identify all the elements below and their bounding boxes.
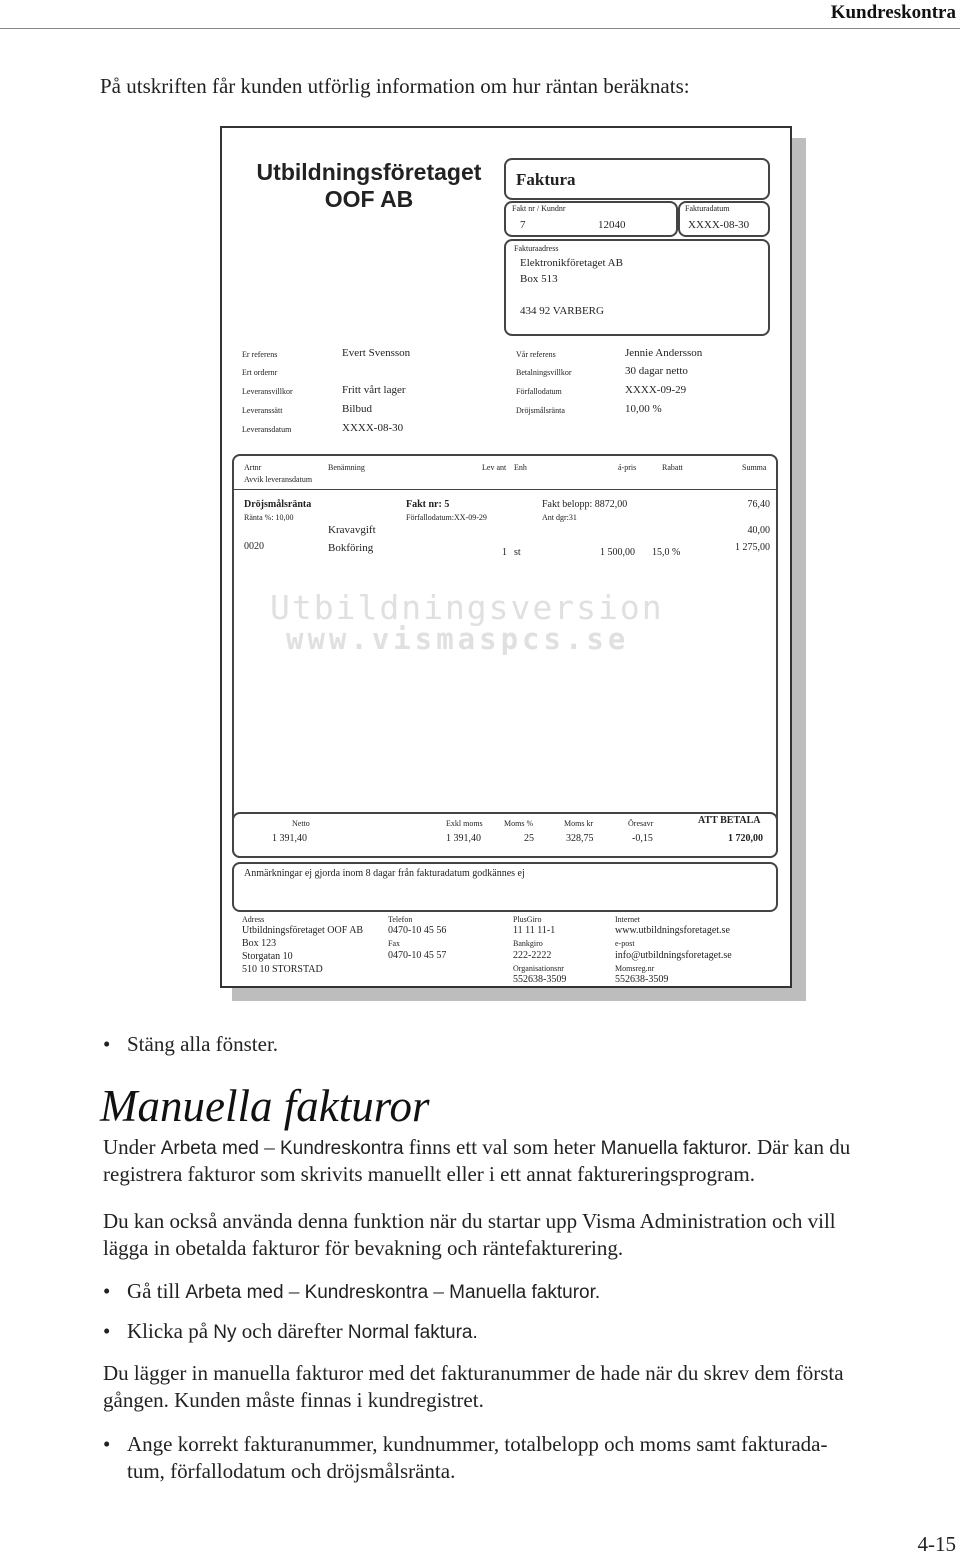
totals-moms-pct: 25 [524,833,534,844]
info-label: Er referens [242,350,278,359]
bullet-goto-menu: Gå till Arbeta med – Kundreskontra – Manuella fakturor. [127,1279,601,1303]
menu-kundreskontra: Kundreskontra [279,1138,404,1159]
paragraph-numbering-line1: Du lägger in manuella fakturor med det fakturanummer de hade när du skrev dem första [103,1361,844,1385]
footer-label: Internet [615,915,640,924]
info-label: Vår referens [516,350,556,359]
info-label: Leveransdatum [242,425,292,434]
row-discount: 15,0 % [652,547,681,558]
info-label: Leveranssätt [242,406,283,415]
footer-address-line: Storgatan 10 [242,951,293,962]
totals-label-oresavr: Öresavr [628,819,654,828]
info-value: Jennie Andersson [625,347,703,359]
address-line: Box 513 [520,273,558,285]
totals-label-moms-kr: Moms kr [564,819,594,828]
remark-box [232,862,778,912]
paragraph-intro-line2: registrera fakturor som skrivits manuellt eller i ett annat faktureringsprogram. [103,1162,755,1186]
interest-ant-dgr: Ant dgr:31 [542,513,577,522]
footer-label: Organisationsnr [513,964,564,973]
footer-orgnr: 552638-3509 [513,974,567,985]
footer-label: Fax [388,939,400,948]
fakturadatum-label: Fakturadatum [685,204,730,213]
footer-label: e-post [615,939,635,948]
footer-plusgiro: 11 11 11-1 [513,925,556,936]
interest-fakt-belopp: Fakt belopp: 8872,00 [542,499,628,510]
row-name: Kravavgift [328,524,376,536]
footer-momsreg: 552638-3509 [615,974,669,985]
paragraph-intro: Under Arbeta med – Kundreskontra finns ett val som heter Manuella fakturor. Där kan du [103,1135,851,1159]
items-box [232,454,778,858]
col-header-enh: Enh [514,463,527,472]
footer-label: Bankgiro [513,939,543,948]
paragraph-usage-line2: lägga in obetalda fakturor för bevakning och räntefakturering. [103,1236,624,1260]
footer-bankgiro: 222-2222 [513,950,552,961]
footer-internet: www.utbildningsforetaget.se [615,925,730,936]
paragraph-usage-line1: Du kan också använda denna funktion när du startar upp Visma Administration och vill [103,1209,836,1233]
info-label: Dröjsmålsränta [516,406,565,415]
section-heading: Manuella fakturor [100,1081,430,1131]
invoice-number-box [504,201,678,237]
menu-manuella-fakturor: Manuella fakturor. [600,1138,752,1159]
footer-label: PlusGiro [513,915,542,924]
doc-title: Faktura [516,170,576,189]
info-value: 10,00 % [625,403,662,415]
col-header-a-pris: á-pris [618,463,637,472]
interest-forfallodatum: Förfallodatum:XX-09-29 [406,513,487,522]
row-artnr: 0020 [244,541,264,552]
footer-telefon: 0470-10 45 56 [388,925,447,936]
totals-label-netto: Netto [292,819,310,828]
footer-address-line: Utbildningsföretaget OOF AB [242,925,364,936]
col-header-avvik: Avvik leveransdatum [244,475,313,484]
bullet-dot: • [103,1032,111,1056]
row-sum: 1 275,00 [735,542,770,553]
intro-text: På utskriften får kunden utförlig information om hur räntan beräknats: [100,74,690,98]
bullet-dot: • [103,1432,111,1456]
totals-exkl-moms: 1 391,40 [446,833,481,844]
section-header: Kundreskontra [830,2,956,23]
interest-ranta: Ränta %: 10,00 [244,513,294,522]
paragraph-numbering-line2: gången. Kunden måste finnas i kundregistret. [103,1388,484,1412]
kund-nr: 12040 [598,219,626,231]
col-header-summa: Summa [742,463,767,472]
bullet-enter-data-line1: Ange korrekt fakturanummer, kundnummer, totalbelopp och moms samt fakturada- [127,1432,828,1456]
bullet-close-windows: Stäng alla fönster. [127,1032,279,1056]
row-price: 1 500,00 [600,547,635,558]
footer-label: Adress [242,915,265,924]
watermark-line2: www.vismaspcs.se [286,622,630,656]
info-value: Evert Svensson [342,347,411,359]
footer-fax: 0470-10 45 57 [388,950,447,961]
page-number: 4-15 [917,1532,956,1556]
totals-label-att-betala: ATT BETALA [698,815,761,826]
totals-moms-kr: 328,75 [566,833,594,844]
row-qty: 1 [502,547,507,558]
totals-oresavr: -0,15 [632,833,653,844]
info-label: Betalningsvillkor [516,368,572,377]
interest-fakt-nr: Fakt nr: 5 [406,499,450,510]
company-name: Utbildningsföretaget OOF AB [256,159,482,212]
totals-att-betala: 1 720,00 [728,833,763,844]
totals-box [232,812,778,858]
info-value: XXXX-08-30 [342,422,404,434]
row-name: Bokföring [328,542,374,554]
row-sum: 40,00 [747,525,770,536]
address-box [504,239,770,336]
table-header-divider [234,489,776,490]
info-value: Bilbud [342,403,372,415]
footer-address-line: Box 123 [242,938,277,949]
info-value: Fritt vårt lager [342,384,406,396]
invoice [220,126,792,988]
remark-text: Anmärkningar ej gjorda inom 8 dagar från fakturadatum godkännes ej [244,868,525,879]
header-divider [0,28,960,29]
fakturadatum: XXXX-08-30 [688,219,750,231]
invoice-date-box [678,201,770,237]
address-line: Elektronikföretaget AB [520,257,623,269]
watermark-line1: Utbildningsversion [270,588,664,627]
footer-label: Telefon [388,915,413,924]
col-header-artnr: Artnr [244,463,262,472]
fakt-nr-label: Fakt nr / Kundnr [512,204,566,213]
menu-arbeta-med: Arbeta med [160,1138,259,1159]
totals-label-moms-pct: Moms % [504,819,534,828]
footer-address-line: 510 10 STORSTAD [242,964,323,975]
info-value: 30 dagar netto [625,365,688,377]
info-label: Ert ordernr [242,368,278,377]
col-header-rabatt: Rabatt [662,463,683,472]
interest-title: Dröjsmålsränta [244,499,312,510]
totals-label-exkl-moms: Exkl moms [446,819,483,828]
interest-amount: 76,40 [747,499,770,510]
row-unit: st [514,547,521,558]
col-header-lev-ant: Lev ant [482,463,507,472]
col-header-benamning: Benämning [328,463,365,472]
bullet-click-new: Klicka på Ny och därefter Normal faktura. [127,1319,478,1343]
address-label: Fakturaadress [514,244,559,253]
fakt-nr: 7 [520,219,526,231]
address-line: 434 92 VARBERG [520,305,604,317]
bullet-enter-data-line2: tum, förfallodatum och dröjsmålsränta. [127,1459,456,1483]
info-label: Förfallodatum [516,387,562,396]
totals-netto: 1 391,40 [272,833,307,844]
bullet-dot: • [103,1319,111,1343]
bullet-dot: • [103,1279,111,1303]
title-box [504,158,770,200]
info-label: Leveransvillkor [242,387,293,396]
info-value: XXXX-09-29 [625,384,687,396]
footer-epost: info@utbildningsforetaget.se [615,950,732,961]
footer-label: Momsreg.nr [615,964,655,973]
